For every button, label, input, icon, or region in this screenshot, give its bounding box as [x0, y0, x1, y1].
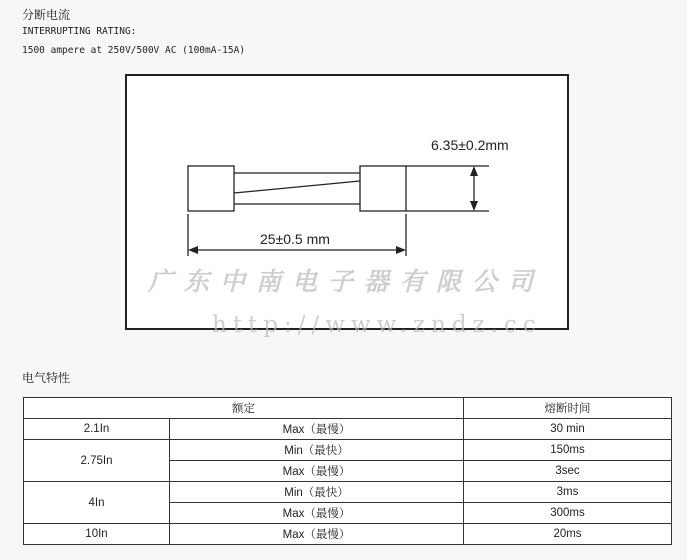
condition-cell: Min（最快）	[170, 440, 464, 461]
time-cell: 20ms	[464, 524, 672, 545]
interrupting-rating-label: INTERRUPTING RATING:	[22, 26, 137, 37]
table-row	[24, 440, 672, 461]
table-row	[24, 419, 672, 440]
rating-cell: 2.1In	[24, 419, 170, 440]
time-cell: 150ms	[464, 440, 672, 461]
table-row	[24, 482, 672, 503]
rating-cell: 2.75In	[24, 440, 170, 482]
fuse-end-cap-right	[360, 166, 406, 211]
header-rating: 额定	[24, 398, 464, 419]
rating-cell: 10In	[24, 524, 170, 545]
table-header-row	[24, 398, 672, 419]
time-cell: 300ms	[464, 503, 672, 524]
condition-cell: Max（最慢）	[170, 524, 464, 545]
fuse-end-cap-left	[188, 166, 234, 211]
condition-cell: Min（最快）	[170, 482, 464, 503]
time-cell: 3sec	[464, 461, 672, 482]
diameter-dimension-label: 6.35±0.2mm	[431, 137, 509, 153]
interrupting-rating-value: 1500 ampere at 250V/500V AC (100mA-15A)	[22, 45, 246, 56]
url-watermark: http://www.zndz.cc	[212, 312, 542, 338]
table-row	[24, 524, 672, 545]
section-title-breaking-current: 分断电流	[22, 8, 71, 22]
fuse-element-wire	[234, 181, 360, 193]
electrical-characteristics-table	[23, 397, 672, 545]
company-watermark: 广东中南电子器有限公司	[148, 267, 545, 296]
section-title-electrical: 电气特性	[22, 371, 71, 385]
length-dimension-label: 25±0.5 mm	[260, 231, 330, 247]
rating-cell: 4In	[24, 482, 170, 524]
condition-cell: Max（最慢）	[170, 419, 464, 440]
time-cell: 3ms	[464, 482, 672, 503]
condition-cell: Max（最慢）	[170, 461, 464, 482]
condition-cell: Max（最慢）	[170, 503, 464, 524]
header-blow-time: 熔断时间	[464, 398, 672, 419]
time-cell: 30 min	[464, 419, 672, 440]
